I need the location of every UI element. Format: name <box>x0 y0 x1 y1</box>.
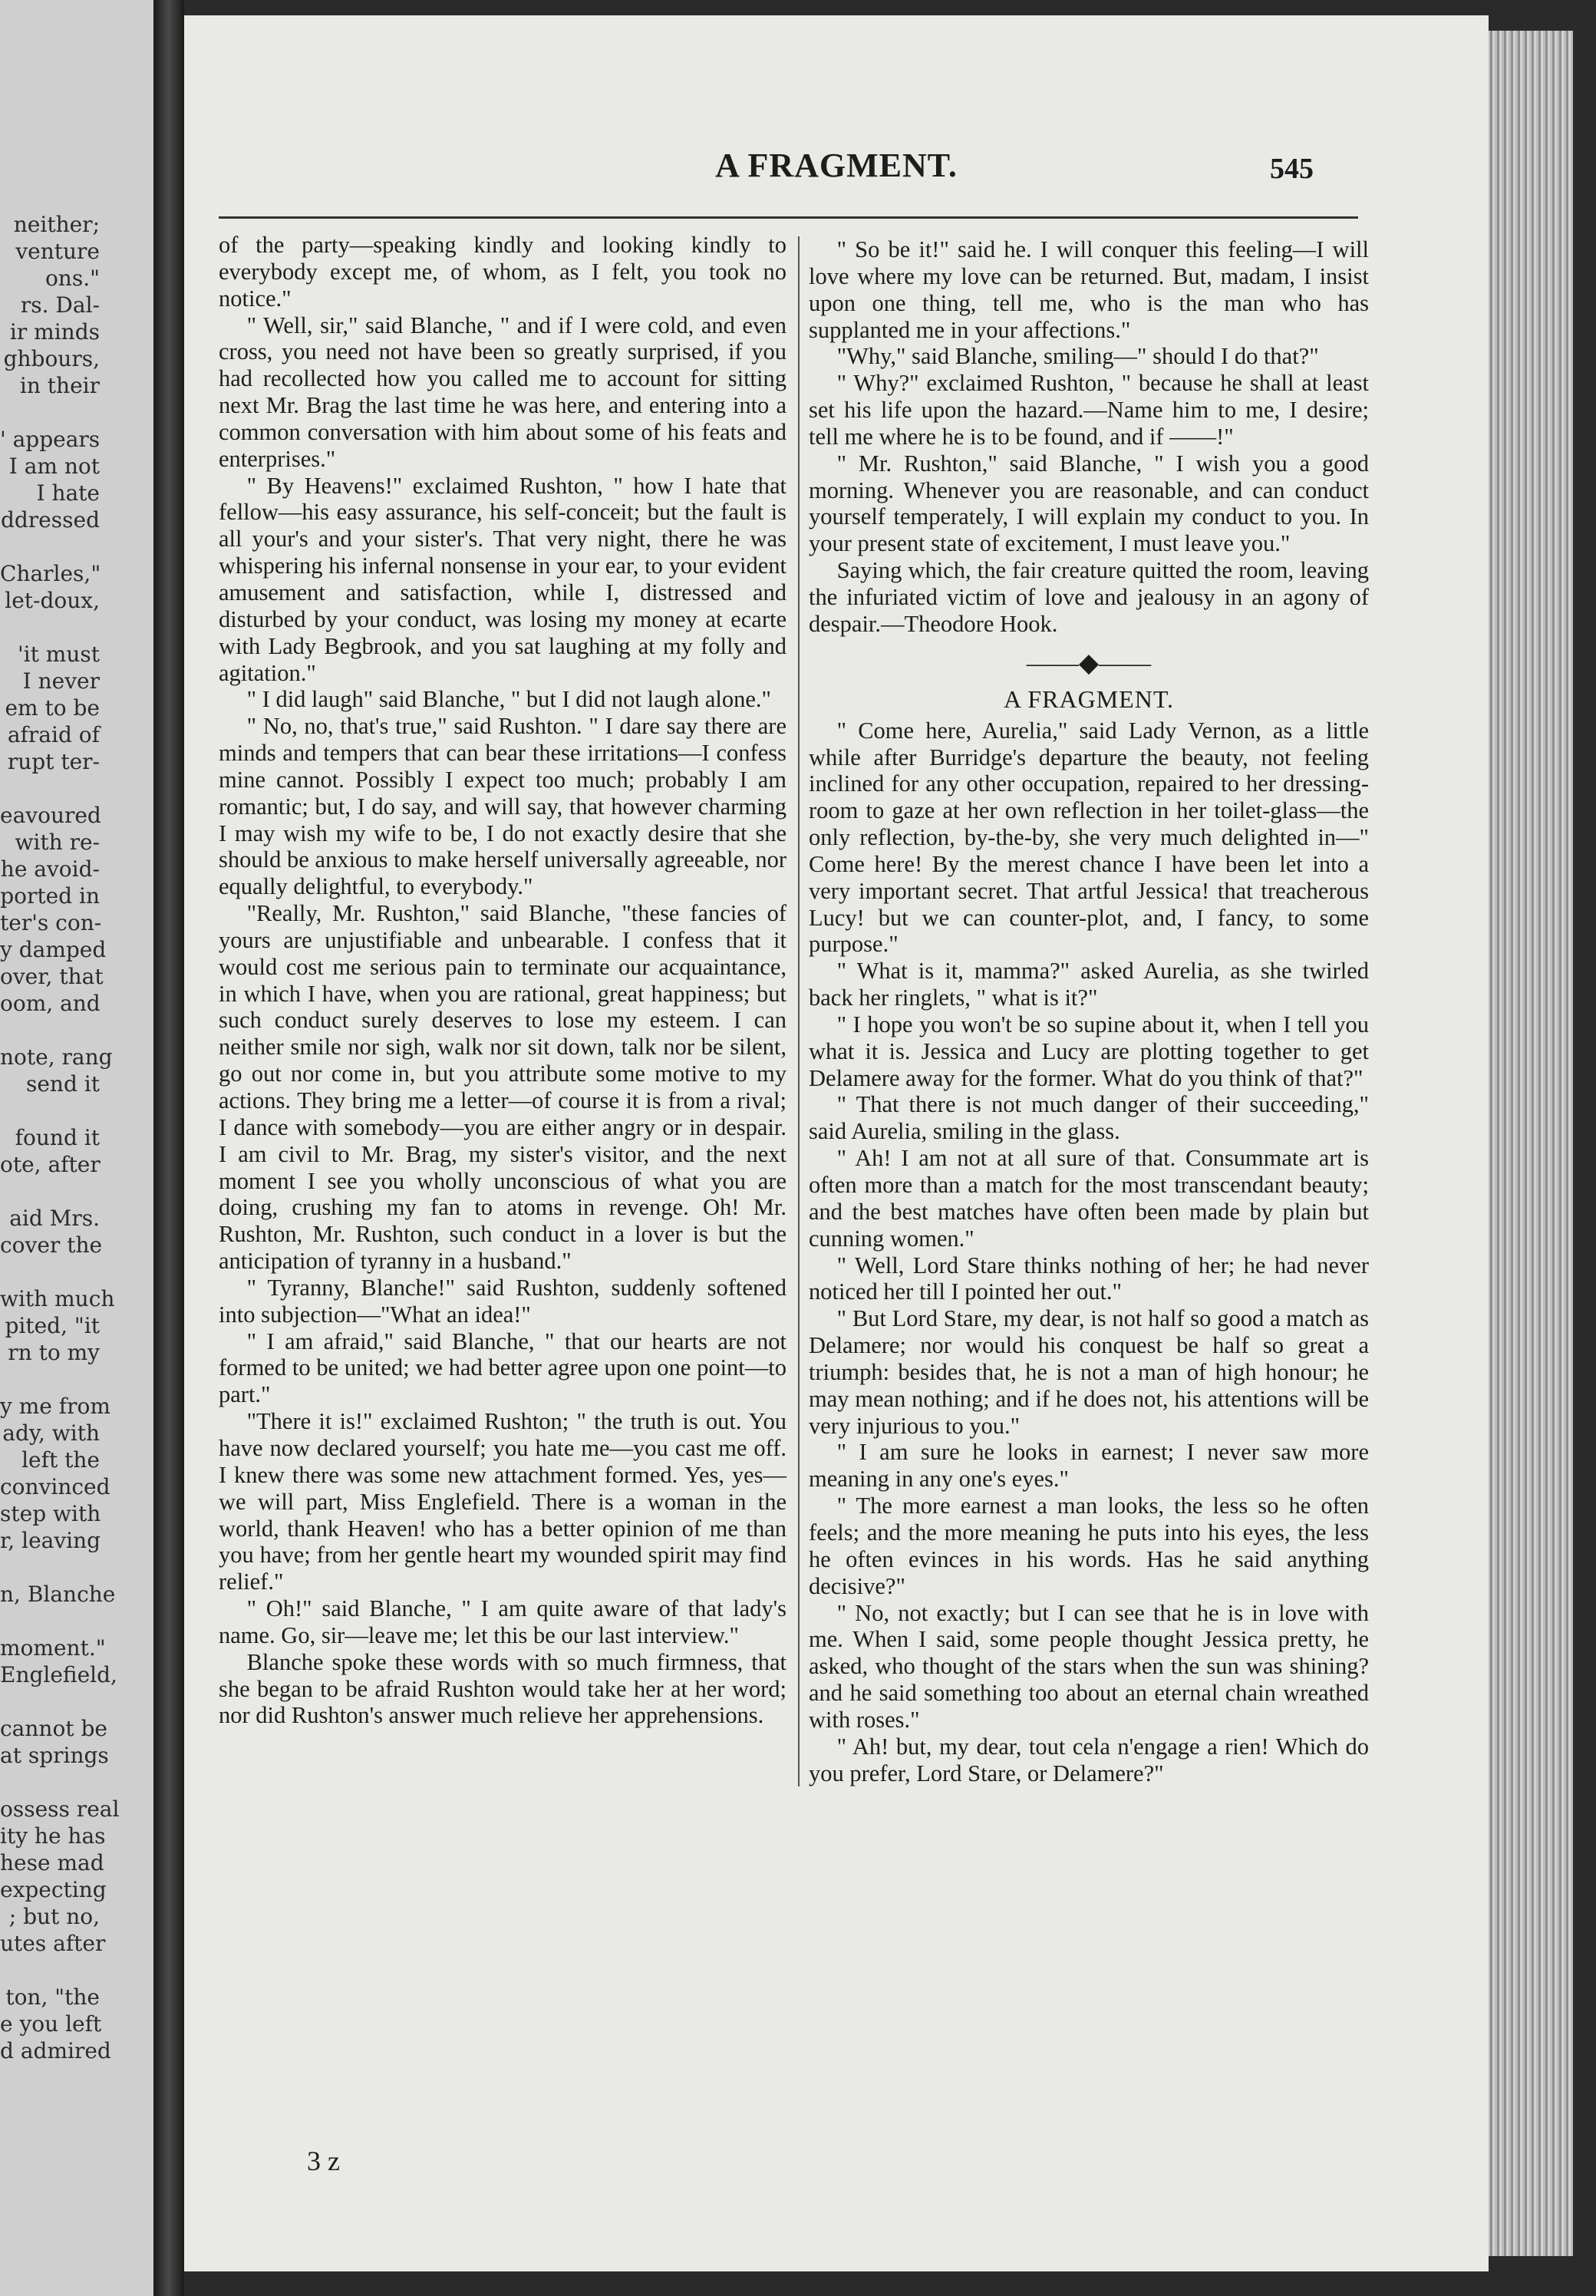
paragraph: " Ah! I am not at all sure of that. Consummate art is often more than a match for the most transcendant beauty; and the best matches have often been made by plain but cunning women." <box>809 1145 1369 1252</box>
left-column <box>219 232 786 1729</box>
paragraph: " I did laugh" said Blanche, " but I did not laugh alone." <box>246 686 771 713</box>
paragraph: " No, not exactly; but I can see that he is in love with me. When I said, some people thought Jessica pretty, he asked, who thought of the stars when the sun was shining? and he said something too about an eternal chain wreathed with roses." <box>809 1599 1369 1733</box>
paragraph: " The more earnest a man looks, the less so he often feels; and the more meaning he puts into his eyes, the less he often evinces in his words. Has he said anything decisive?" <box>809 1493 1369 1599</box>
page-edges <box>1481 31 1573 2256</box>
paragraph: "Why," said Blanche, smiling—" should I do that?" <box>836 343 1319 370</box>
paragraph: " Oh!" said Blanche, " I am quite aware of that lady's name. Go, sir—leave me; let this be our last interview." <box>219 1595 786 1648</box>
paragraph: " I hope you won't be so supine about it, when I tell you what it is. Jessica and Lucy are plotting together to get Delamere away for the former. What do you think of that?" <box>809 1011 1369 1091</box>
paragraph: " Come here, Aurelia," said Lady Vernon, as a little while after Burridge's departure the beauty, not feeling inclined for any other occupation, repaired to her dressing-room to gaze at her own reflection in her toilet-glass—the only reflection, by-the-by, she very much delighted in—" Come here! By the merest chance I have been let into a very important secret. That artful Jessica! that treacherous Lucy! but we can counter-plot, and, I fancy, to some purpose." <box>809 717 1369 958</box>
paragraph: " Why?" exclaimed Rushton, " because he shall at least set his life upon the hazard.—Name him to me, I desire; tell me where he is to be found, and if ——!" <box>809 370 1369 450</box>
facing-page-fragment <box>0 0 153 2296</box>
paragraph: Blanche spoke these words with so much firmness, that she began to be afraid Rushton would take her at her word; nor did Rushton's answer much relieve her apprehensions. <box>219 1648 786 1729</box>
paragraph: " I am sure he looks in earnest; I never saw more meaning in any one's eyes." <box>809 1439 1369 1493</box>
header-rule <box>219 216 1358 219</box>
paragraph: "Really, Mr. Rushton," said Blanche, "these fancies of yours are unjustifiable and unbearable. I confess that it would cost me serious pain to terminate our acquaintance, in which I have, when you are rational, great happiness; but such conduct surely deserves to lose my esteem. I can neither smile nor sigh, walk nor sit down, talk nor be silent, go out nor come in, but you attribute some motive to my actions. They bring me a letter—of course it is from a rival; I dance with somebody—you are either angry or in despair. I am civil to Mr. Brag, my sister's visitor, and the next moment I see you wholly unconscious of what you are doing, crushing my fan to atoms in revenge. Oh! Mr. Rushton, Mr. Rushton, such conduct in a lover is but the anticipation of tyranny in a husband." <box>219 900 786 1275</box>
signature-mark: 3 z <box>307 2146 340 2176</box>
paragraph: " Well, sir," said Blanche, " and if I were cold, and even cross, you need not have been so greatly surprised, if you had recollected how you called me to account for sitting next Mr. Brag the last time he was here, and entering into a common conversation with him about some of his feats and enterprises." <box>219 312 786 472</box>
paragraph: " No, no, that's true," said Rushton. " I dare say there are minds and tempers that can bear these irritations—I confess mine cannot. Possibly I expect too much; probably I am romantic; but, I do say, and will say, that however charming I may wish my wife to be, I do not exactly desire that she should be anxious to make herself universally agreeable, nor equally delightful, to everybody." <box>219 713 786 900</box>
paragraph: " Mr. Rushton," said Blanche, " I wish you a good morning. Whenever you are reasonable, and can conduct yourself temperately, I will explain my conduct to you. In your present state of excitement, I must leave you." <box>809 450 1369 557</box>
book-gutter <box>153 0 184 2296</box>
paragraph: " So be it!" said he. I will conquer this feeling—I will love where my love can be returned. But, madam, I insist upon one thing, tell me, who is the man who has supplanted me in your affections." <box>809 236 1369 343</box>
paragraph: " What is it, mamma?" asked Aurelia, as she twirled back her ringlets, " what is it?" <box>809 958 1369 1011</box>
paragraph: " That there is not much danger of their succeeding," said Aurelia, smiling in the glass. <box>809 1091 1369 1145</box>
paragraph: " Well, Lord Stare thinks nothing of her; he had never noticed her till I pointed her out." <box>809 1252 1369 1305</box>
paragraph: " I am afraid," said Blanche, " that our hearts are not formed to be united; we had better agree upon one point—to part." <box>219 1328 786 1408</box>
page-number: 545 <box>1270 153 1314 185</box>
paragraph: " But Lord Stare, my dear, is not half so good a match as Delamere; nor would his conquest be half so great a triumph: besides that, he is not a man of high honour; he may mean nothing; and if he does not, his attentions will be very injurious to you." <box>809 1305 1369 1439</box>
facing-page-text: neither; venture ons." rs. Dal- ir minds ghbours, in their ' appears I am not I hate ddressed Charles," let-doux, 'it must I never em to be afraid of rupt ter- eavoured with re- he avoid- ported in ter's con- y damped over, that oom, and note, rang send it found it ote, after aid Mrs. cover the with much pited, "it rn to my y me from ady, with left the convinced step with r, leaving n, Blanche moment." Englefield, cannot be at springs ossess real ity he has hese mad expecting ; but no, utes after ton, "the e you left d admired <box>0 212 120 2063</box>
section-divider: ——◆—— <box>1026 648 1152 678</box>
paragraph: "There it is!" exclaimed Rushton; " the truth is out. You have now declared yourself; you hate me—you cast me off. I knew there was some new attachment formed. Yes, yes—we will part, Miss Englefield. There is a woman in the world, thank Heaven! who has a better opinion of me than you have; from her gentle heart my wounded spirit may find relief." <box>219 1408 786 1595</box>
paragraph: " Ah! but, my dear, tout cela n'engage a rien! Which do you prefer, Lord Stare, or Delamere?" <box>809 1733 1369 1786</box>
right-column <box>798 236 1369 1786</box>
paragraph: Saying which, the fair creature quitted the room, leaving the infuriated victim of love and jealousy in an agony of despair.—Theodore Hook. <box>809 557 1369 637</box>
running-title: A FRAGMENT. <box>715 147 958 184</box>
paragraph: " Tyranny, Blanche!" said Rushton, suddenly softened into subjection—"What an idea!" <box>219 1274 786 1328</box>
paragraph: " By Heavens!" exclaimed Rushton, " how I hate that fellow—his easy assurance, his self-conceit; but the fault is all your's and your sister's. That very night, there he was whispering his infernal nonsense in your ear, to your evident amusement and satisfaction, while I, distressed and disturbed by your conduct, was losing my money at ecarte with Lady Begbrook, and you sat laughing at my folly and agitation." <box>219 472 786 686</box>
book-page <box>184 15 1489 2271</box>
section-title: A FRAGMENT. <box>1004 685 1174 713</box>
paragraph: of the party—speaking kindly and looking kindly to everybody except me, of whom, as I felt, you took no notice." <box>219 232 786 312</box>
